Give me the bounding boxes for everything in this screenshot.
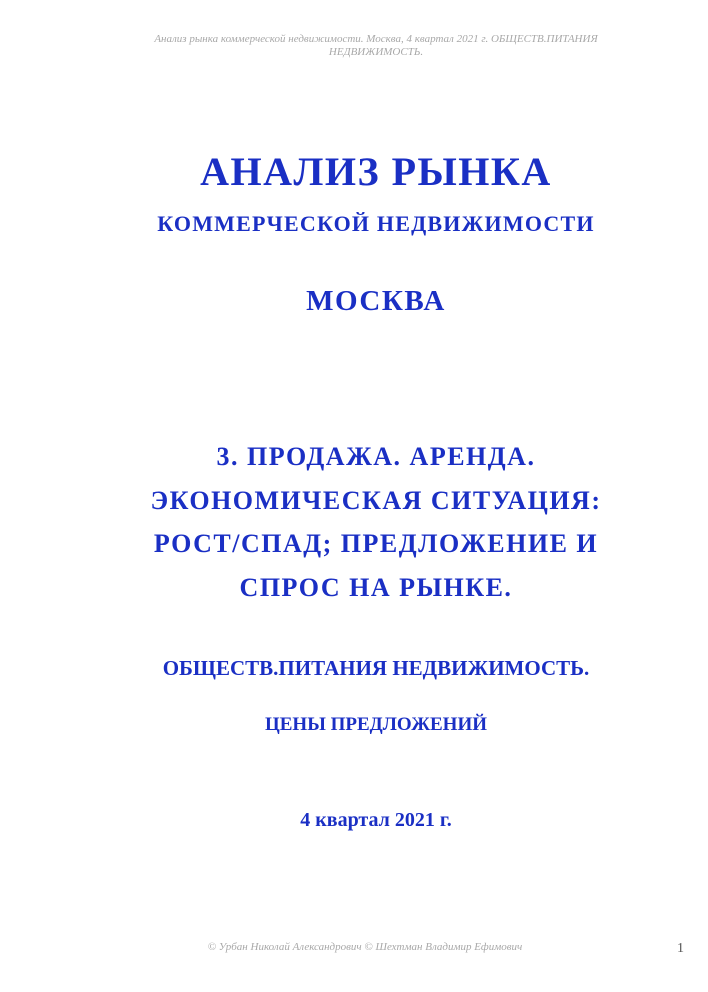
- section-heading-line-1: 3. ПРОДАЖА. АРЕНДА.: [216, 442, 536, 471]
- cover-title: АНАЛИЗ РЫНКА: [200, 149, 552, 194]
- page-number: 1: [677, 941, 684, 956]
- cover-subtitle: КОММЕРЧЕСКОЙ НЕДВИЖИМОСТИ: [157, 211, 595, 236]
- report-period: 4 квартал 2021 г.: [300, 809, 452, 831]
- running-header-line-1: Анализ рынка коммерческой недвижимости. Москва, 4 квартал 2021 г. ОБЩЕСТВ.ПИТАНИЯ: [154, 33, 598, 45]
- running-header-line-2: НЕДВИЖИМОСТЬ.: [328, 46, 424, 58]
- section-heading-line-2: ЭКОНОМИЧЕСКАЯ СИТУАЦИЯ:: [150, 485, 602, 515]
- section-heading-line-4: СПРОС НА РЫНКЕ.: [239, 572, 513, 602]
- section-heading: [60, 435, 692, 609]
- market-segment-heading: ОБЩЕСТВ.ПИТАНИЯ НЕДВИЖИМОСТЬ.: [162, 656, 590, 680]
- running-header: [60, 33, 692, 59]
- cover-city: МОСКВА: [306, 285, 446, 317]
- section-heading-line-3: РОСТ/СПАД; ПРЕДЛОЖЕНИЕ И: [153, 529, 599, 558]
- copyright-footer: © Урбан Николай Александрович © Шехтман Владимир Ефимович: [207, 941, 523, 953]
- prices-heading: ЦЕНЫ ПРЕДЛОЖЕНИЙ: [264, 714, 488, 735]
